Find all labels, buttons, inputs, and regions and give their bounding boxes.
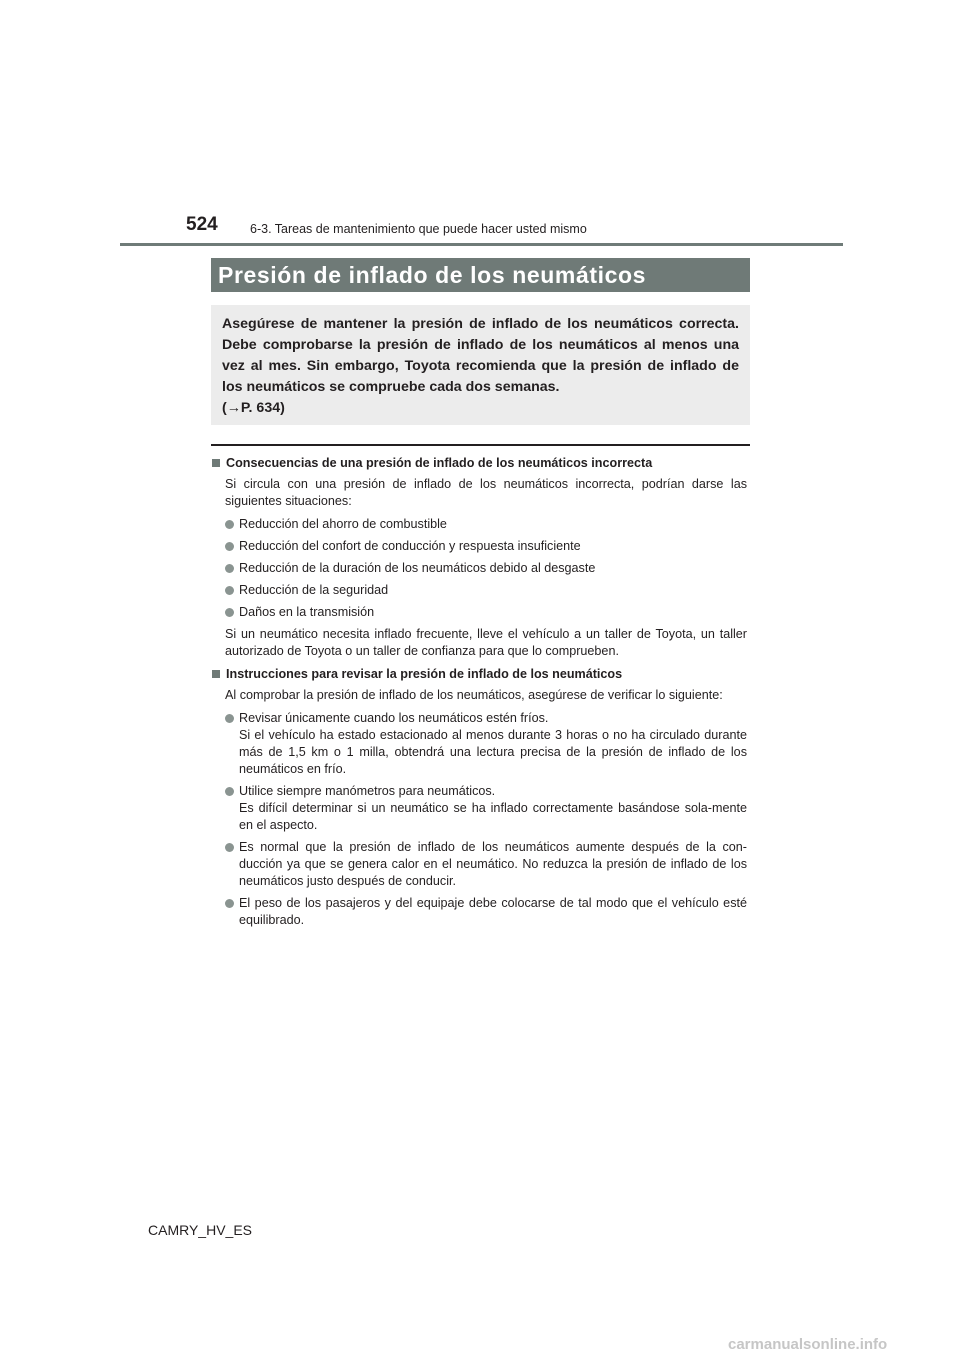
page-title: Presión de inflado de los neumáticos [218,262,647,288]
list-item-text: Utilice siempre manómetros para neumáticos. [239,784,496,798]
section-paragraph: Al comprobar la presión de inflado de los neumáticos, asegúrese de verificar lo siguiente: [225,688,723,702]
watermark: carmanualsonline.info [728,1336,888,1353]
list-item-text: Daños en la transmisión [239,605,375,619]
model-code: CAMRY_HV_ES [148,1222,253,1238]
list-item-text: Revisar únicamente cuando los neumáticos estén fríos. [239,711,549,725]
list-item [225,604,747,621]
list-item-detail: Si el vehículo ha estado estacionado al menos durante 3 horas o no ha circulado durante más de 1,5 km o 1 milla, obtendrá una lectura precisa de la presión de inflado de los neumáticos en frío. [239,728,747,776]
circle-bullet-icon [225,586,234,595]
title-bar [211,258,750,292]
square-bullet-icon [212,459,220,467]
section-heading-text: Consecuencias de una presión de inflado de los neumáticos incorrecta [226,456,653,470]
list-item [225,839,747,890]
list-item [225,560,747,577]
list-item-text: Reducción de la seguridad [239,583,389,597]
list-item-text: Reducción del ahorro de combustible [239,517,447,531]
list-item [225,582,747,599]
list-item [225,895,747,929]
content [211,455,747,934]
list-item-text: Reducción del confort de conducción y respuesta insuficiente [239,539,581,553]
header-rule [120,243,843,246]
list-item [225,538,747,555]
circle-bullet-icon [225,714,234,723]
list-item [225,783,747,834]
list-item-text: Es normal que la presión de inflado de los neumáticos aumente después de la con-ducción ya que se genera calor en el neumático. No reduzca la presión de inflado de los neumáticos justo después de conducir. [239,840,747,888]
section-paragraph: Si un neumático necesita inflado frecuente, lleve el vehículo a un taller de Toyota, un taller autorizado de Toyota o un taller de confianza para que lo comprueben. [225,627,747,658]
list-item [225,710,747,778]
circle-bullet-icon [225,564,234,573]
content-rule [211,444,750,446]
circle-bullet-icon [225,843,234,852]
circle-bullet-icon [225,542,234,551]
circle-bullet-icon [225,899,234,908]
section-heading [211,666,747,683]
circle-bullet-icon [225,787,234,796]
list-item-text: Reducción de la duración de los neumáticos debido al desgaste [239,561,596,575]
section-path: 6-3. Tareas de mantenimiento que puede hacer usted mismo [250,222,587,236]
circle-bullet-icon [225,608,234,617]
list-item [225,516,747,533]
page-number: 524 [186,214,218,235]
section-heading [211,455,747,472]
intro-box [211,305,750,425]
intro-reference-link[interactable]: (→P. 634) [222,400,285,416]
list-item-text: El peso de los pasajeros y del equipaje debe colocarse de tal modo que el vehículo esté equilibrado. [239,896,747,927]
list-item-detail: Es difícil determinar si un neumático se ha inflado correctamente basándose sola-mente en el aspecto. [239,801,747,832]
section-paragraph: Si circula con una presión de inflado de los neumáticos incorrecta, podrían darse las siguientes situaciones: [225,477,747,508]
section-heading-text: Instrucciones para revisar la presión de inflado de los neumáticos [226,667,623,681]
circle-bullet-icon [225,520,234,529]
intro-text: Asegúrese de mantener la presión de inflado de los neumáticos correcta. Debe comprobarse la presión de inflado de los neumáticos al menos una vez al mes. Sin embargo, Toyota recomienda que la presión de inflado de los neumáticos se compruebe cada dos semanas. [222,316,739,395]
square-bullet-icon [212,670,220,678]
